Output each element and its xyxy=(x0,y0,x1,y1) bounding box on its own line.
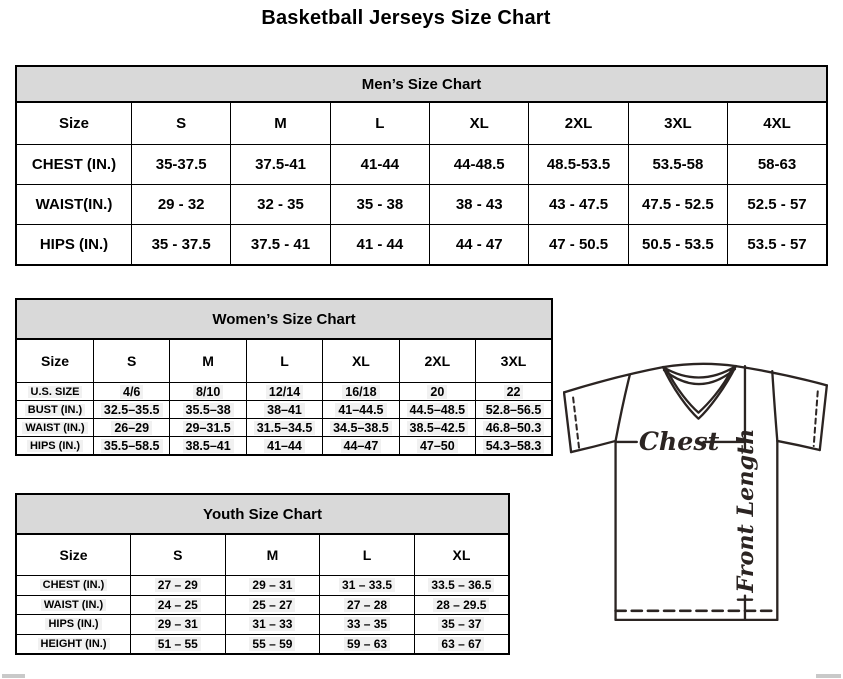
size-cell: 48.5-53.5 xyxy=(529,145,628,185)
jersey-left-cuff xyxy=(564,392,571,452)
jersey-left-cuff-stitch xyxy=(573,397,579,449)
size-cell: 54.3–58.3 xyxy=(476,437,552,456)
table-row xyxy=(16,185,827,225)
size-cell: 35.5–38 xyxy=(170,401,246,419)
row-label: WAIST (IN.) xyxy=(16,419,94,437)
column-header: S xyxy=(131,534,226,576)
size-cell: 41–44 xyxy=(246,437,322,456)
column-header: XL xyxy=(323,339,399,383)
size-cell: 28 – 29.5 xyxy=(414,595,509,615)
column-header: 2XL xyxy=(399,339,475,383)
column-header: 2XL xyxy=(529,102,628,145)
size-cell: 38–41 xyxy=(246,401,322,419)
womens-size-table xyxy=(15,338,553,456)
size-cell: 29 - 32 xyxy=(132,185,231,225)
jersey-left-shoulder xyxy=(564,367,663,392)
size-corner-header: Size xyxy=(16,534,131,576)
size-cell: 44.5–48.5 xyxy=(399,401,475,419)
size-header-row xyxy=(16,534,509,576)
size-cell: 25 – 27 xyxy=(225,595,320,615)
size-cell: 8/10 xyxy=(170,383,246,401)
size-cell: 32.5–35.5 xyxy=(94,401,170,419)
column-header: S xyxy=(94,339,170,383)
size-cell: 43 - 47.5 xyxy=(529,185,628,225)
size-cell: 4/6 xyxy=(94,383,170,401)
size-cell: 37.5-41 xyxy=(231,145,330,185)
size-cell: 16/18 xyxy=(323,383,399,401)
size-corner-header: Size xyxy=(16,339,94,383)
size-cell: 29 – 31 xyxy=(225,576,320,596)
youth-size-chart-section xyxy=(15,493,510,655)
column-header: 3XL xyxy=(476,339,552,383)
column-header: S xyxy=(132,102,231,145)
size-cell: 32 - 35 xyxy=(231,185,330,225)
column-header: 3XL xyxy=(628,102,727,145)
jersey-collar-top xyxy=(663,364,736,367)
table-row xyxy=(16,576,509,596)
column-header: L xyxy=(330,102,429,145)
page-title: Basketball Jerseys Size Chart xyxy=(261,7,551,29)
size-cell: 47.5 - 52.5 xyxy=(628,185,727,225)
row-label: WAIST (IN.) xyxy=(16,595,131,615)
size-cell: 53.5 - 57 xyxy=(728,225,827,266)
size-cell: 35-37.5 xyxy=(132,145,231,185)
size-cell: 44 - 47 xyxy=(430,225,529,266)
mens-size-table xyxy=(15,101,828,266)
chest-label: Chest xyxy=(638,426,720,457)
size-cell: 63 – 67 xyxy=(414,634,509,654)
jersey-measurement-diagram xyxy=(563,361,841,625)
womens-chart-header: Women’s Size Chart xyxy=(15,298,553,338)
row-label: CHEST (IN.) xyxy=(16,576,131,596)
size-cell: 53.5-58 xyxy=(628,145,727,185)
size-cell: 46.8–50.3 xyxy=(476,419,552,437)
size-cell: 47 - 50.5 xyxy=(529,225,628,266)
row-label: CHEST (IN.) xyxy=(16,145,132,185)
row-label: HIPS (IN.) xyxy=(16,225,132,266)
column-header: XL xyxy=(430,102,529,145)
column-header: L xyxy=(320,534,415,576)
size-cell: 27 – 28 xyxy=(320,595,415,615)
size-cell: 37.5 - 41 xyxy=(231,225,330,266)
mens-chart-header: Men’s Size Chart xyxy=(15,65,828,101)
size-cell: 35.5–58.5 xyxy=(94,437,170,456)
size-cell: 31 – 33 xyxy=(225,615,320,635)
size-cell: 34.5–38.5 xyxy=(323,419,399,437)
size-cell: 29–31.5 xyxy=(170,419,246,437)
size-header-row xyxy=(16,102,827,145)
mens-size-chart-section xyxy=(15,65,828,266)
column-header: L xyxy=(246,339,322,383)
size-cell: 59 – 63 xyxy=(320,634,415,654)
table-row xyxy=(16,437,552,456)
jersey-right-seam xyxy=(772,371,777,441)
size-cell: 24 – 25 xyxy=(131,595,226,615)
size-cell: 22 xyxy=(476,383,552,401)
size-cell: 12/14 xyxy=(246,383,322,401)
youth-chart-header: Youth Size Chart xyxy=(15,493,510,533)
womens-size-chart-section xyxy=(15,298,553,456)
size-cell: 20 xyxy=(399,383,475,401)
column-header: XL xyxy=(414,534,509,576)
size-cell: 35 - 37.5 xyxy=(132,225,231,266)
size-cell: 27 – 29 xyxy=(131,576,226,596)
row-label: HIPS (IN.) xyxy=(16,615,131,635)
size-cell: 33.5 – 36.5 xyxy=(414,576,509,596)
size-cell: 26–29 xyxy=(94,419,170,437)
size-cell: 29 – 31 xyxy=(131,615,226,635)
size-cell: 41-44 xyxy=(330,145,429,185)
size-cell: 33 – 35 xyxy=(320,615,415,635)
size-cell: 50.5 - 53.5 xyxy=(628,225,727,266)
size-cell: 55 – 59 xyxy=(225,634,320,654)
size-cell: 41 - 44 xyxy=(330,225,429,266)
column-header: M xyxy=(225,534,320,576)
table-row xyxy=(16,615,509,635)
size-cell: 47–50 xyxy=(399,437,475,456)
table-row xyxy=(16,401,552,419)
table-row xyxy=(16,595,509,615)
size-cell: 38.5–42.5 xyxy=(399,419,475,437)
table-row xyxy=(16,225,827,266)
size-cell: 35 – 37 xyxy=(414,615,509,635)
size-cell: 51 – 55 xyxy=(131,634,226,654)
column-header: M xyxy=(231,102,330,145)
youth-size-table xyxy=(15,533,510,655)
jersey-right-cuff-stitch xyxy=(814,391,818,446)
jersey-right-shoulder xyxy=(736,366,827,385)
size-cell: 52.5 - 57 xyxy=(728,185,827,225)
size-cell: 58-63 xyxy=(728,145,827,185)
size-header-row xyxy=(16,339,552,383)
size-cell: 31.5–34.5 xyxy=(246,419,322,437)
cropped-element-artifact-left xyxy=(2,674,25,678)
size-cell: 52.8–56.5 xyxy=(476,401,552,419)
table-row xyxy=(16,145,827,185)
row-label: HIPS (IN.) xyxy=(16,437,94,456)
jersey-left-seam xyxy=(616,375,630,441)
size-cell: 31 – 33.5 xyxy=(320,576,415,596)
row-label: WAIST(IN.) xyxy=(16,185,132,225)
size-corner-header: Size xyxy=(16,102,132,145)
column-header: 4XL xyxy=(728,102,827,145)
row-label: U.S. SIZE xyxy=(16,383,94,401)
table-row xyxy=(16,419,552,437)
cropped-element-artifact-right xyxy=(816,674,841,678)
front-length-label: Front Length xyxy=(733,428,760,593)
size-cell: 41–44.5 xyxy=(323,401,399,419)
size-cell: 38.5–41 xyxy=(170,437,246,456)
row-label: BUST (IN.) xyxy=(16,401,94,419)
row-label: HEIGHT (IN.) xyxy=(16,634,131,654)
table-row xyxy=(16,634,509,654)
size-cell: 35 - 38 xyxy=(330,185,429,225)
column-header: M xyxy=(170,339,246,383)
table-row xyxy=(16,383,552,401)
size-cell: 44–47 xyxy=(323,437,399,456)
size-cell: 38 - 43 xyxy=(430,185,529,225)
size-cell: 44-48.5 xyxy=(430,145,529,185)
jersey-right-cuff xyxy=(820,385,827,450)
